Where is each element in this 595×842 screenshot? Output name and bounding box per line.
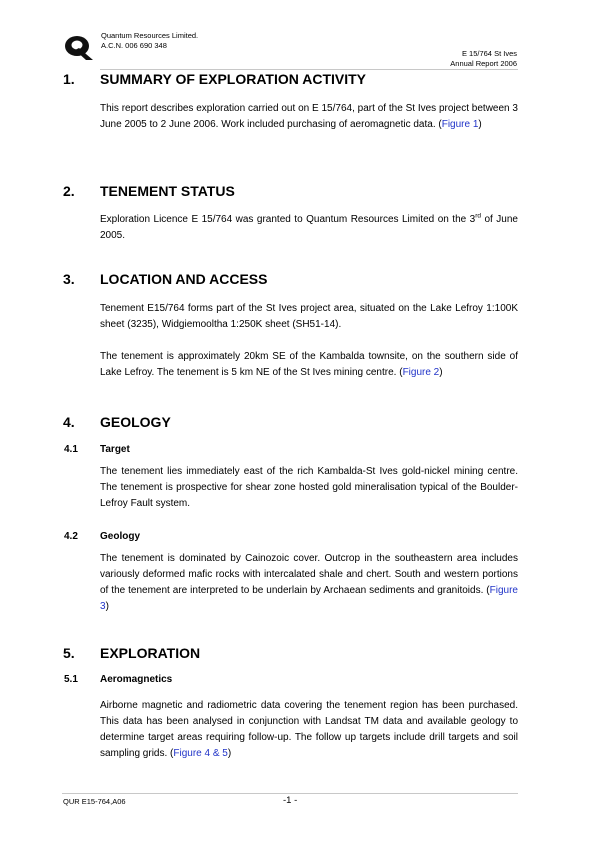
- section-paragraph: The tenement is dominated by Cainozoic cover. Outcrop in the southeastern area includes variously deformed mafic rocks with intercalated shale and chert. South and western portions of the tenement are interpreted to be underlain by Archaean sediments and granitoids. (Figure 3): [100, 553, 518, 613]
- footer-rule: [62, 793, 518, 794]
- report-reference: E 15/764 St Ives: [461, 49, 517, 58]
- header-rule: [100, 69, 518, 70]
- figure-link[interactable]: Figure 4 & 5: [173, 748, 228, 760]
- figure-link[interactable]: Figure 1: [441, 119, 479, 131]
- quantum-logo-icon: [62, 33, 98, 63]
- figure-link[interactable]: Figure 3: [100, 585, 518, 613]
- section-paragraph: The tenement lies immediately east of the rich Kambalda-St Ives gold-nickel mining centre. The tenement is prospective for shear zone hosted gold mineralisation typical of the Boulder-Lefroy Fault system.: [100, 466, 518, 510]
- footer-document-code: QUR E15-764,A06: [63, 797, 126, 806]
- page-number: -1 -: [283, 795, 298, 806]
- section-paragraph: This report describes exploration carried out on E 15/764, part of the St Ives project between 3 June 2005 to 2 June 2006. Work included purchasing of aeromagnetic data. (Figure 1): [100, 103, 518, 131]
- company-name: Quantum Resources Limited.: [101, 31, 199, 40]
- report-title: Annual Report 2006: [450, 59, 517, 68]
- figure-link[interactable]: Figure 2: [402, 367, 440, 379]
- company-logo: [62, 33, 98, 63]
- section-paragraph: Airborne magnetic and radiometric data covering the tenement region has been purchased. This data has been analysed in conjunction with Landsat TM data and available geology to determine target areas requiring follow-up. The follow up targets include drill targets and soil sampling grids. (Figure 4 & 5): [100, 700, 518, 760]
- company-acn: A.C.N. 006 690 348: [101, 41, 167, 50]
- section-paragraph: The tenement is approximately 20km SE of the Kambalda townsite, on the southern side of Lake Lefroy. The tenement is 5 km NE of the St Ives mining centre. (Figure 2): [100, 351, 518, 379]
- section-paragraph: Tenement E15/764 forms part of the St Ives project area, situated on the Lake Lefroy 1:100K sheet (3235), Widgiemooltha 1:250K sheet (SH51-14).: [100, 303, 518, 331]
- section-paragraph: Exploration Licence E 15/764 was granted to Quantum Resources Limited on the 3rd of June 2005.: [100, 212, 518, 242]
